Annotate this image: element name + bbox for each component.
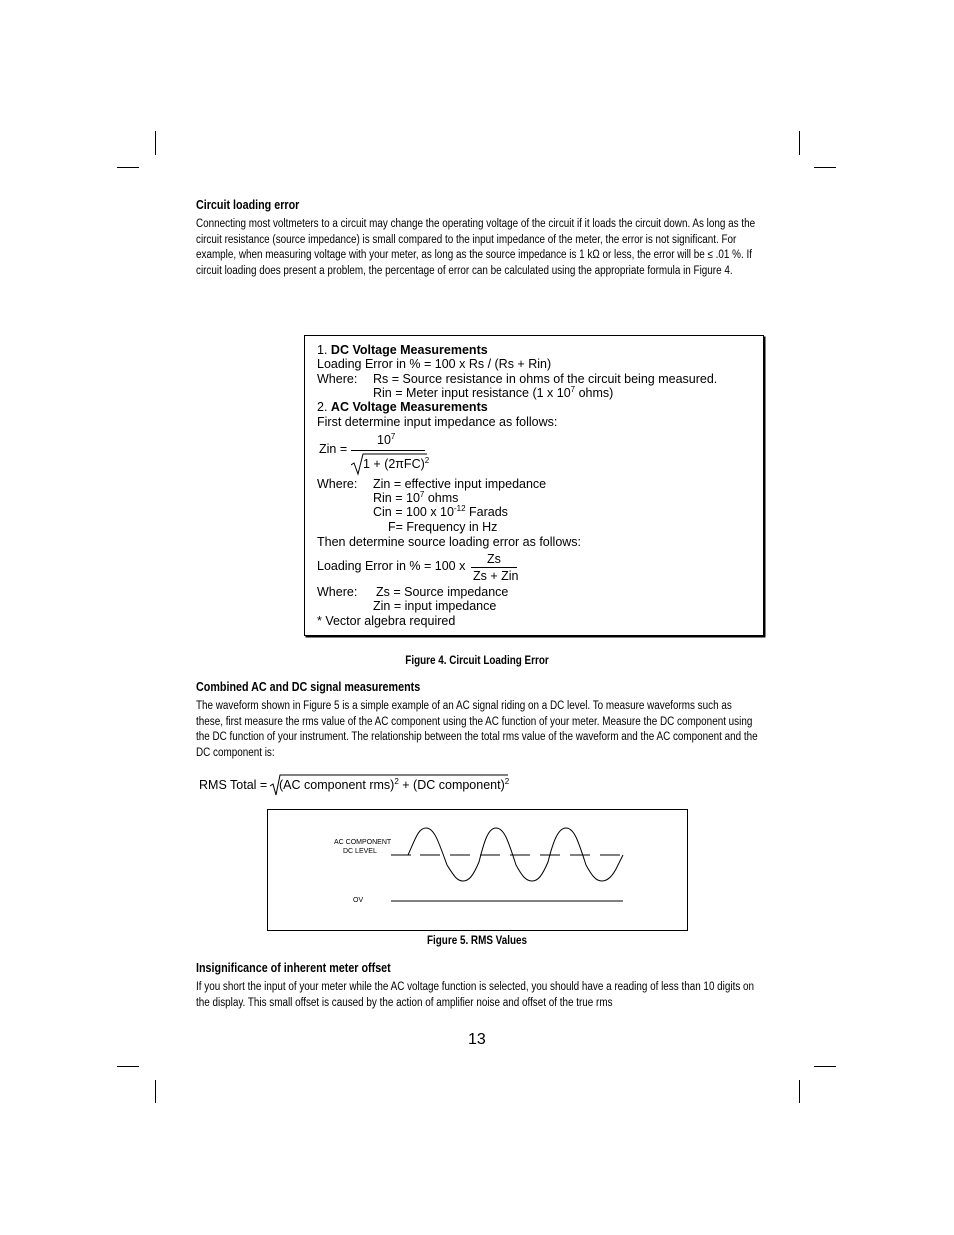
zin-definition: Zin = effective input impedance bbox=[373, 477, 547, 491]
section-heading-meter-offset: Insignificance of inherent meter offset bbox=[196, 961, 391, 975]
loading-error-label: Loading Error in % = 100 x bbox=[317, 559, 466, 573]
section-heading-circuit-loading: Circuit loading error bbox=[196, 198, 300, 212]
figure-5-caption: Figure 5. RMS Values bbox=[426, 935, 528, 947]
crop-mark bbox=[155, 131, 156, 155]
zs-definition: Zs = Source impedance bbox=[376, 585, 509, 599]
where-label-3: Where: bbox=[317, 585, 358, 599]
figure-4-box bbox=[304, 335, 764, 636]
f-definition: F= Frequency in Hz bbox=[388, 520, 498, 534]
paragraph-circuit-loading: Connecting most voltmeters to a circuit may change the operating voltage of the circuit if it loads the circuit down. As long as the circuit resistance (source impedance) is small compared to the input impedance of the meter, the error is not significant. For example, when measuring voltage with your meter, as long as the source impedance is 1 kΩ or less, the error will be ≤ .01 %. If circuit loading does present a problem, the percentage of error can be calculated using the appropriate formula in Figure 4. bbox=[196, 218, 756, 277]
crop-mark bbox=[799, 131, 800, 155]
where-label-1: Where: bbox=[317, 372, 358, 386]
zin-fraction-bar bbox=[351, 450, 425, 451]
ac-component-label: AC COMPONENT bbox=[334, 839, 392, 846]
zin-denominator: $1 + (2\pi FC)^2$ bbox=[363, 456, 430, 471]
ov-label: OV bbox=[353, 897, 364, 904]
rin2-definition: Rin = $10^7$ ohms bbox=[373, 490, 459, 505]
item-2-title: 2. AC Voltage Measurements bbox=[317, 400, 488, 414]
dc-formula: Loading Error in % = 100 x Rs / (Rs + Rin) bbox=[317, 357, 552, 371]
paragraph-meter-offset: If you short the input of your meter while the AC voltage function is selected, you should have a reading of less than 10 digits on the display. This small offset is caused by the action of amplifier noise and offset of the true rms bbox=[196, 981, 755, 1009]
crop-mark bbox=[799, 1080, 800, 1103]
vector-note: * Vector algebra required bbox=[317, 614, 456, 628]
zin2-definition: Zin = input impedance bbox=[373, 599, 497, 613]
page-number: 13 bbox=[468, 1031, 486, 1048]
zin-numerator: $10^7$ bbox=[377, 432, 396, 447]
cin-definition: Cin = 100 x $10^{-12}$ Farads bbox=[373, 504, 508, 519]
rms-radicand: (AC component rms)$^2$ + (DC component)$^2$ bbox=[279, 777, 510, 792]
crop-mark bbox=[117, 167, 139, 168]
crop-mark bbox=[117, 1066, 139, 1067]
crop-mark bbox=[155, 1080, 156, 1103]
zin-label: Zin = bbox=[319, 442, 348, 456]
rin-definition: Rin = Meter input resistance (1 x $10^7$ ohms) bbox=[373, 385, 614, 400]
first-determine-text: First determine input impedance as follows: bbox=[317, 415, 558, 429]
crop-mark bbox=[814, 1066, 836, 1067]
rms-total-label: RMS Total = bbox=[199, 778, 268, 792]
le-denominator: Zs + Zin bbox=[473, 569, 519, 583]
figure-4-caption: Figure 4. Circuit Loading Error bbox=[405, 655, 549, 667]
item-1-title: 1. DC Voltage Measurements bbox=[317, 343, 488, 357]
paragraph-combined-ac-dc: The waveform shown in Figure 5 is a simple example of an AC signal riding on a DC level. To measure waveforms such as these, first measure the rms value of the AC component using the AC function of your meter. Measure the DC component using the DC function of your instrument. The relationship between the total rms value of the waveform and the AC component and the DC component is: bbox=[196, 700, 758, 759]
rs-definition: Rs = Source resistance in ohms of the circuit being measured. bbox=[373, 372, 718, 386]
figure-5-box bbox=[267, 809, 688, 931]
dc-level-label: DC LEVEL bbox=[343, 848, 377, 855]
le-numerator: Zs bbox=[487, 552, 501, 566]
section-heading-combined-ac-dc: Combined AC and DC signal measurements bbox=[196, 680, 421, 694]
then-determine-text: Then determine source loading error as follows: bbox=[317, 535, 582, 549]
where-label-2: Where: bbox=[317, 477, 358, 491]
waveform-plot bbox=[268, 810, 687, 930]
le-fraction-bar bbox=[471, 567, 517, 568]
crop-mark bbox=[814, 167, 836, 168]
